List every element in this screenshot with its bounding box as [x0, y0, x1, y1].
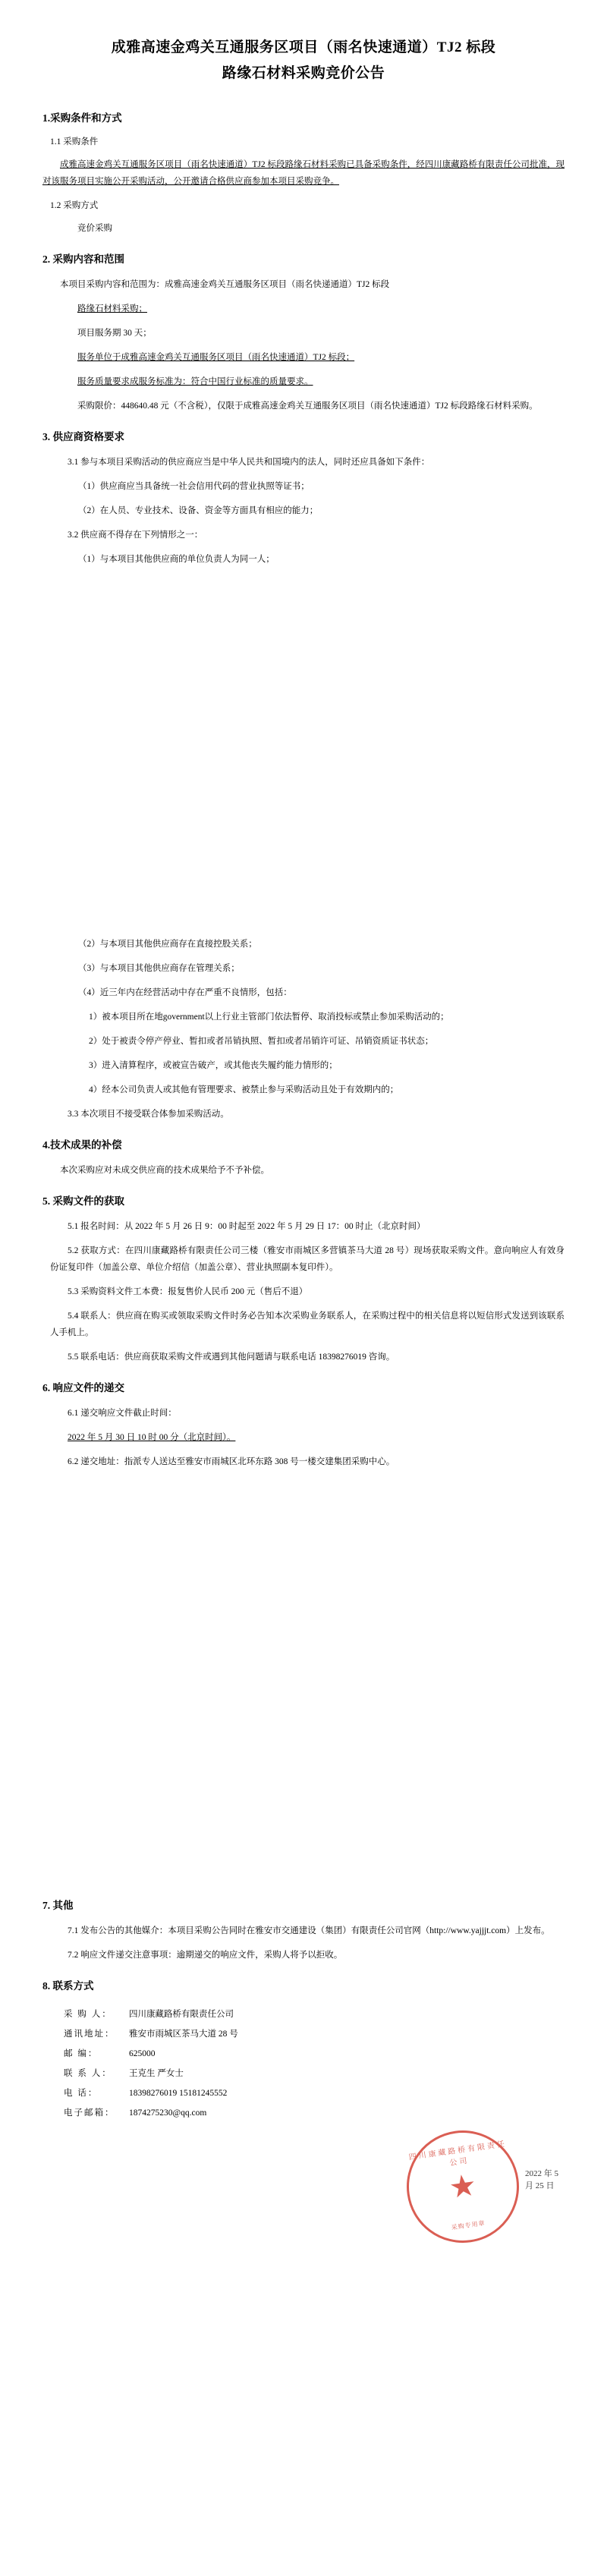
contact-value: 雅安市雨城区茶马大道 28 号 — [129, 2030, 238, 2039]
paragraph-2-4: 服务单位于成雅高速金鸡关互通服务区项目（雨名快速通道）TJ2 标段； — [77, 353, 355, 362]
paragraph-3-8: （4）近三年内在经营活动中存在严重不良情形，包括： — [78, 988, 292, 997]
page-title-line-2: 路缘石材料采购竞价公告 — [222, 65, 385, 81]
contact-row — [64, 2024, 565, 2044]
paragraph-1-2: 竞价采购 — [77, 224, 112, 233]
paragraph-5-3: 5.3 采购资料文件工本费：报复售价人民币 200 元（售后不退） — [68, 1287, 308, 1296]
paragraph-2-3: 项目服务期 30 天； — [77, 329, 152, 338]
contact-label: 电 话： — [64, 2089, 99, 2098]
contact-value: 1874275230@qq.com — [129, 2108, 207, 2118]
contact-row — [64, 2103, 565, 2123]
seal-top-text: 四川康藏路桥有限责任公司 — [408, 2140, 508, 2168]
seal-bottom-text: 采购专用章 — [451, 2219, 486, 2231]
paragraph-5-4: 5.4 联系人：供应商在购买或领取采购文件时务必告知本次采购业务联系人，在采购过程中的相关信息将以短信形式发送到该联系人手机上。 — [50, 1312, 565, 1337]
paragraph-3-11: 3）进入清算程序，或被宣告破产，或其他丧失履约能力情形的； — [89, 1061, 338, 1070]
paragraph-1-1: 成雅高速金鸡关互通服务区项目（雨名快速通道）TJ2 标段路缘石材料采购已具备采购条件，经四川康藏路桥有限责任公司批准，现对该服务项目实施公开采购活动，公开邀请合格供应商参加本项目采购竞争。 — [42, 160, 565, 186]
paragraph-2-5: 服务质量要求成服务标准为：符合中国行业标准的质量要求。 — [77, 377, 313, 386]
section-heading-1: 1.采购条件和方式 — [42, 112, 122, 124]
signature-area — [42, 2130, 565, 2244]
subsection-heading-1-2: 1.2 采购方式 — [50, 201, 99, 210]
section-heading-2: 2. 采购内容和范围 — [42, 254, 124, 265]
section-heading-3: 3. 供应商资格要求 — [42, 431, 124, 442]
contact-label: 联 系 人： — [64, 2069, 112, 2078]
document-page-1 — [0, 0, 607, 861]
paragraph-3-3: （2）在人员、专业技术、设备、资金等方面具有相应的能力； — [78, 506, 319, 515]
contact-row — [64, 2064, 565, 2083]
contact-value: 18398276019 15181245552 — [129, 2089, 228, 2098]
paragraph-2-1: 本项目采购内容和范围为：成雅高速金鸡关互通服务区项目（雨名快递通道）TJ2 标段 — [60, 280, 390, 289]
contact-value: 王克生 严女士 — [129, 2069, 184, 2078]
section-heading-6: 6. 响应文件的递交 — [42, 1382, 124, 1393]
paragraph-7-1: 7.1 发布公告的其他媒介：本项目采购公告同时在雅安市交通建设（集团）有限责任公司官网（http://www.yajjjt.com）上发布。 — [68, 1926, 550, 1935]
contact-value: 625000 — [129, 2049, 156, 2058]
paragraph-2-6: 采购限价：448640.48 元（不含税），仅限于成雅高速金鸡关互通服务区项目（雨名快速通道）TJ2 标段路缘石材料采购。 — [77, 402, 538, 411]
contact-label: 采 购 人： — [64, 2010, 112, 2019]
paragraph-3-13: 3.3 本次项目不接受联合体参加采购活动。 — [68, 1110, 229, 1119]
page-title-line-1: 成雅高速金鸡关互通服务区项目（雨名快速通道）TJ2 标段 — [111, 39, 496, 55]
paragraph-3-10: 2）处于被责令停产停业、暂扣或者吊销执照、暂扣或者吊销许可证、吊销资质证书状态； — [89, 1037, 434, 1046]
paragraph-3-7: （3）与本项目其他供应商存在管理关系； — [78, 964, 240, 973]
star-icon: ★ — [447, 2167, 479, 2206]
section-heading-4: 4.技术成果的补偿 — [42, 1139, 122, 1151]
paragraph-5-2: 5.2 获取方式：在四川康藏路桥有限责任公司三楼（雅安市雨城区多营镇茶马大道 28 号）现场获取采购文件。意向响应人有效身份证复印件（加盖公章、单位介绍信（加盖公章）、营业执照副本复印件）。 — [50, 1246, 565, 1272]
signature-date: 2022 年 5 月 25 日 — [525, 2169, 558, 2190]
section-heading-8: 8. 联系方式 — [42, 1980, 94, 1992]
section-heading-5: 5. 采购文件的获取 — [42, 1195, 124, 1207]
document-page-3 — [0, 1727, 607, 2576]
paragraph-3-4: 3.2 供应商不得存在下列情形之一： — [68, 531, 203, 540]
paragraph-5-5: 5.5 联系电话：供应商获取采购文件或遇到其他问题请与联系电话 18398276019 咨询。 — [68, 1353, 395, 1362]
document-page-2 — [0, 861, 607, 1727]
contact-label: 邮 编： — [64, 2049, 99, 2058]
contact-value: 四川康藏路桥有限责任公司 — [129, 2010, 234, 2019]
official-seal-stamp — [399, 2123, 526, 2250]
paragraph-6-2: 2022 年 5 月 30 日 10 时 00 分（北京时间）。 — [68, 1433, 236, 1442]
paragraph-7-2: 7.2 响应文件递交注意事项：逾期递交的响应文件，采购人将予以拒收。 — [68, 1951, 343, 1960]
paragraph-3-6: （2）与本项目其他供应商存在直接控股关系； — [78, 940, 257, 949]
paragraph-6-1: 6.1 递交响应文件截止时间： — [68, 1409, 177, 1418]
subsection-heading-1-1: 1.1 采购条件 — [50, 137, 99, 146]
paragraph-3-1: 3.1 参与本项目采购活动的供应商应当是中华人民共和国境内的法人，同时还应具备如下条件： — [68, 458, 430, 467]
paragraph-6-3: 6.2 递交地址：指派专人送达至雅安市雨城区北环东路 308 号一楼交建集团采购中心。 — [68, 1457, 395, 1466]
section-heading-7: 7. 其他 — [42, 1900, 74, 1911]
contact-label: 电子邮箱： — [64, 2108, 115, 2118]
paragraph-4-1: 本次采购应对未成交供应商的技术成果给予不予补偿。 — [60, 1166, 269, 1175]
contact-row — [64, 2004, 565, 2024]
page-title — [42, 35, 565, 87]
paragraph-3-2: （1）供应商应当具备统一社会信用代码的营业执照等证书； — [78, 482, 310, 491]
contact-label: 通讯地址： — [64, 2030, 115, 2039]
paragraph-5-1: 5.1 报名时间：从 2022 年 5 月 26 日 9：00 时起至 2022 年 5 月 29 日 17：00 时止（北京时间） — [68, 1222, 426, 1231]
paragraph-3-5: （1）与本项目其他供应商的单位负责人为同一人； — [78, 555, 275, 564]
contact-list — [64, 2004, 565, 2123]
contact-row — [64, 2044, 565, 2064]
paragraph-3-9: 1）被本项目所在地government以上行业主管部门依法暂停、取消投标或禁止参加采购活动的； — [89, 1012, 449, 1022]
contact-row — [64, 2083, 565, 2103]
paragraph-3-12: 4）经本公司负责人或其他有管理要求、被禁止参与采购活动且处于有效期内的； — [89, 1085, 399, 1094]
paragraph-2-2: 路缘石材料采购； — [77, 304, 147, 313]
